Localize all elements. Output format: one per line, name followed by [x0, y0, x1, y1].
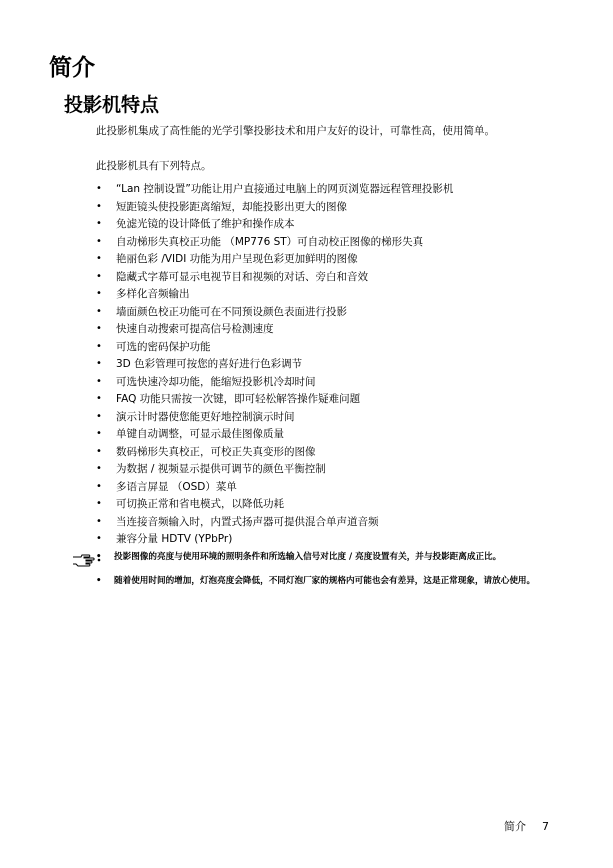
feature-text: 多语言屏显 （OSD）菜单 [116, 480, 237, 493]
feature-text: “Lan 控制设置”功能让用户直接通过电脑上的网页浏览器远程管理投影机 [116, 183, 454, 195]
feature-item [96, 357, 546, 375]
bullet-icon: • [96, 183, 102, 194]
feature-text: 多样化音频输出 [116, 288, 190, 300]
feature-item [96, 182, 546, 200]
bullet-icon: • [96, 576, 102, 586]
feature-text: 兼容分量 HDTV (YPbPr) [116, 533, 233, 545]
feature-text: 免滤光镜的设计降低了维护和操作成本 [116, 218, 295, 230]
note-item [96, 575, 546, 587]
feature-item [96, 252, 546, 270]
bullet-icon: • [96, 552, 102, 562]
bullet-icon: • [96, 463, 102, 474]
feature-item [96, 480, 546, 498]
feature-item [96, 392, 546, 410]
bullet-icon: • [96, 428, 102, 439]
feature-text: 自动梯形失真校正功能 （MP776 ST）可自动校正图像的梯形失真 [116, 235, 424, 248]
notes-list [96, 551, 546, 599]
feature-item [96, 375, 546, 393]
feature-item [96, 340, 546, 358]
feature-text: FAQ 功能只需按一次键，即可轻松解答操作疑难问题 [116, 393, 361, 405]
feature-item [96, 462, 546, 480]
bullet-icon: • [96, 515, 102, 527]
feature-item [96, 322, 546, 340]
feature-text: 当连接音频输入时，内置式扬声器可提供混合单声道音频 [116, 515, 379, 528]
feature-text: 数码梯形失真校正，可校正失真变形的图像 [116, 445, 316, 458]
intro-paragraph: 此投影机集成了高性能的光学引擎投影技术和用户友好的设计，可靠性高，使用简单。 [96, 125, 495, 137]
bullet-icon: • [96, 358, 102, 369]
bullet-icon: • [96, 305, 102, 317]
feature-text: 演示计时器使您能更好地控制演示时间 [116, 410, 295, 423]
footer-section-name: 简介 [504, 820, 526, 833]
bullet-icon: • [96, 235, 102, 247]
feature-text: 艳丽色彩 /VIDI 功能为用户呈现色彩更加鲜明的图像 [116, 253, 358, 265]
feature-item [96, 270, 546, 288]
bullet-icon: • [96, 533, 102, 544]
bullet-icon: • [96, 410, 102, 422]
feature-text: 快速自动搜索可提高信号检测速度 [116, 323, 274, 335]
feature-item [96, 200, 546, 218]
bullet-icon: • [96, 270, 102, 282]
feature-text: 单键自动调整，可显示最佳图像质量 [116, 428, 284, 440]
bullet-icon: • [96, 323, 102, 334]
feature-item [96, 305, 546, 323]
bullet-icon: • [96, 253, 102, 264]
feature-item [96, 410, 546, 428]
bullet-icon: • [96, 498, 102, 509]
chapter-title: 简介 [49, 55, 95, 81]
feature-text: 墙面颜色校正功能可在不同预设颜色表面进行投影 [116, 305, 347, 318]
bullet-icon: • [96, 218, 102, 229]
feature-text: 为数据 / 视频显示提供可调节的颜色平衡控制 [116, 463, 326, 475]
section-title: 投影机特点 [64, 94, 160, 116]
feature-item [96, 427, 546, 445]
feature-item [96, 497, 546, 515]
page-number: 7 [542, 820, 549, 833]
feature-text: 可选快速冷却功能，能缩短投影机冷却时间 [116, 375, 316, 388]
feature-item [96, 445, 546, 463]
feature-item [96, 287, 546, 305]
feature-text: 3D 色彩管理可按您的喜好进行色彩调节 [116, 358, 303, 370]
bullet-icon: • [96, 375, 102, 387]
page-footer [504, 820, 549, 834]
bullet-icon: • [96, 393, 102, 404]
feature-list [96, 182, 546, 550]
note-item [96, 551, 546, 563]
bullet-icon: • [96, 288, 102, 299]
feature-text: 短距镜头使投影距离缩短，却能投影出更大的图像 [116, 200, 347, 213]
feature-text: 可选的密码保护功能 [116, 340, 211, 353]
feature-lead-text: 此投影机具有下列特点。 [96, 160, 212, 172]
note-text: 随着使用时间的增加，灯泡亮度会降低，不同灯泡厂家的规格内可能也会有差异，这是正常现象，请放心使用。 [114, 576, 536, 586]
feature-text: 可切换正常和省电模式，以降低功耗 [116, 498, 284, 510]
bullet-icon: • [96, 340, 102, 352]
feature-text: 隐藏式字幕可显示电视节目和视频的对话、旁白和音效 [116, 270, 368, 283]
note-text: 投影图像的亮度与使用环境的照明条件和所选输入信号对比度 / 亮度设置有关，并与投影距离成正比。 [114, 552, 502, 562]
feature-item [96, 532, 546, 550]
bullet-icon: • [96, 445, 102, 457]
bullet-icon: • [96, 480, 102, 492]
feature-item [96, 515, 546, 533]
feature-item [96, 217, 546, 235]
bullet-icon: • [96, 200, 102, 212]
feature-item [96, 235, 546, 253]
